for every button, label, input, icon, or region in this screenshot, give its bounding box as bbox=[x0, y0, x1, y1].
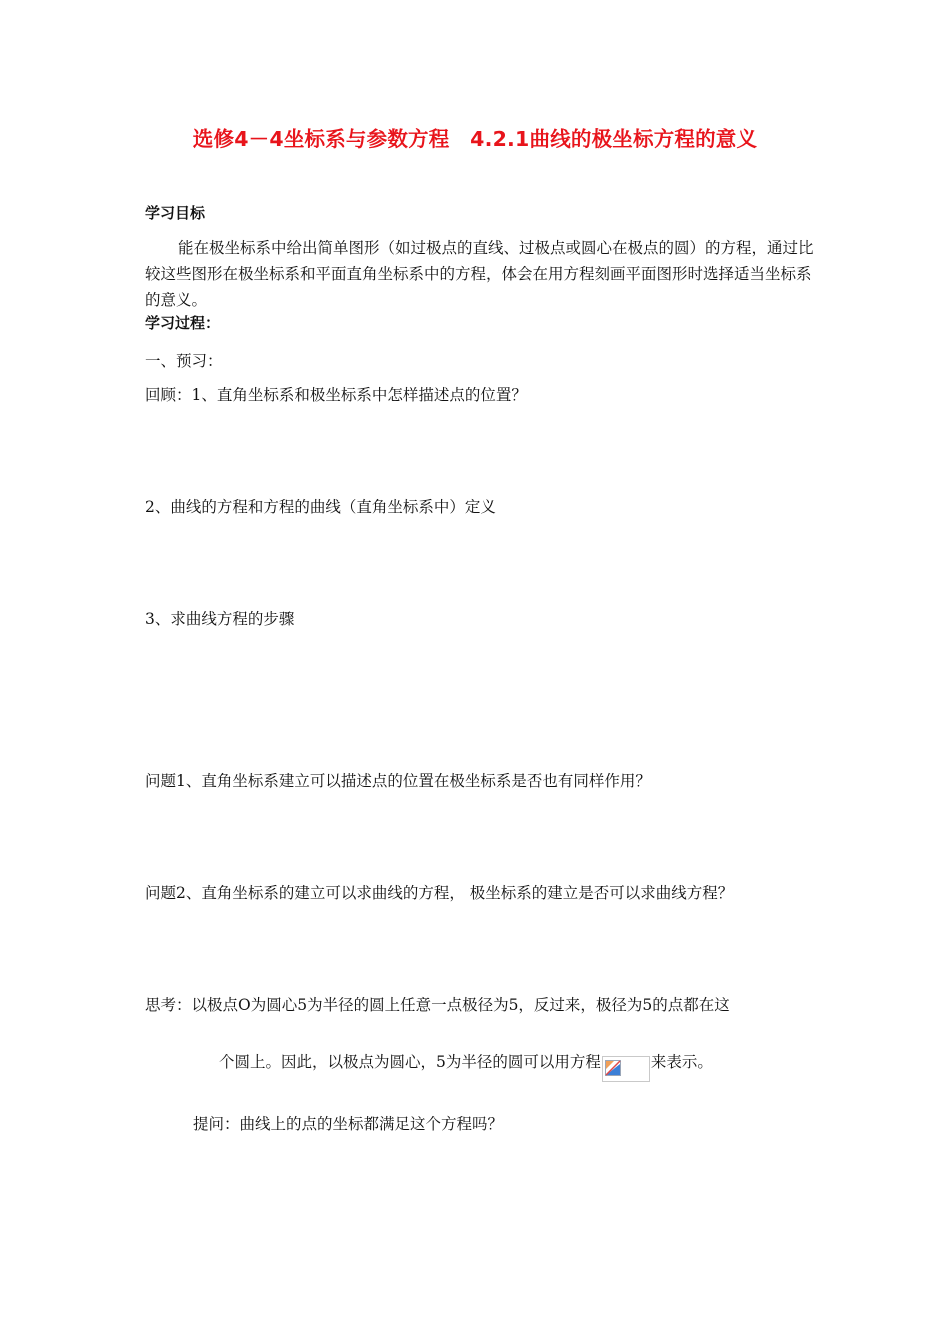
question-2: 问题2、直角坐标系的建立可以求曲线的方程， 极坐标系的建立是否可以求曲线方程？ bbox=[145, 884, 734, 902]
preview-heading: 一、预习： bbox=[145, 352, 223, 370]
page-title: 选修4－4坐标系与参数方程 4.2.1曲线的极坐标方程的意义 bbox=[192, 127, 758, 151]
review-question-1: 回顾：1、直角坐标系和极坐标系中怎样描述点的位置？ bbox=[145, 386, 527, 404]
think-line-1: 思考：以极点O为圆心5为半径的圆上任意一点极径为5，反过来，极径为5的点都在这 bbox=[145, 996, 730, 1014]
review-question-2: 2、曲线的方程和方程的曲线（直角坐标系中）定义 bbox=[145, 498, 496, 516]
goal-paragraph: 能在极坐标系中给出简单图形（如过极点的直线、过极点或圆心在极点的圆）的方程，通过比较这些图形在极坐标系和平面直角坐标系中的方程，体会在用方程刻画平面图形时选择适当坐标系的意义。 bbox=[145, 239, 814, 309]
process-heading: 学习过程： bbox=[145, 314, 221, 332]
think-line-2-after: 来表示。 bbox=[650, 1053, 713, 1071]
ask-question: 提问：曲线上的点的坐标都满足这个方程吗？ bbox=[193, 1115, 504, 1133]
think-line-2-before: 个圆上。因此，以极点为圆心，5为半径的圆可以用方程 bbox=[219, 1053, 601, 1071]
think-line-2 bbox=[219, 1050, 713, 1076]
question-1: 问题1、直角坐标系建立可以描述点的位置在极坐标系是否也有同样作用？ bbox=[145, 772, 651, 790]
broken-image-icon bbox=[605, 1060, 621, 1076]
equation-image-placeholder bbox=[602, 1056, 650, 1082]
goal-heading: 学习目标 bbox=[145, 204, 206, 222]
review-question-3: 3、求曲线方程的步骤 bbox=[145, 610, 295, 628]
